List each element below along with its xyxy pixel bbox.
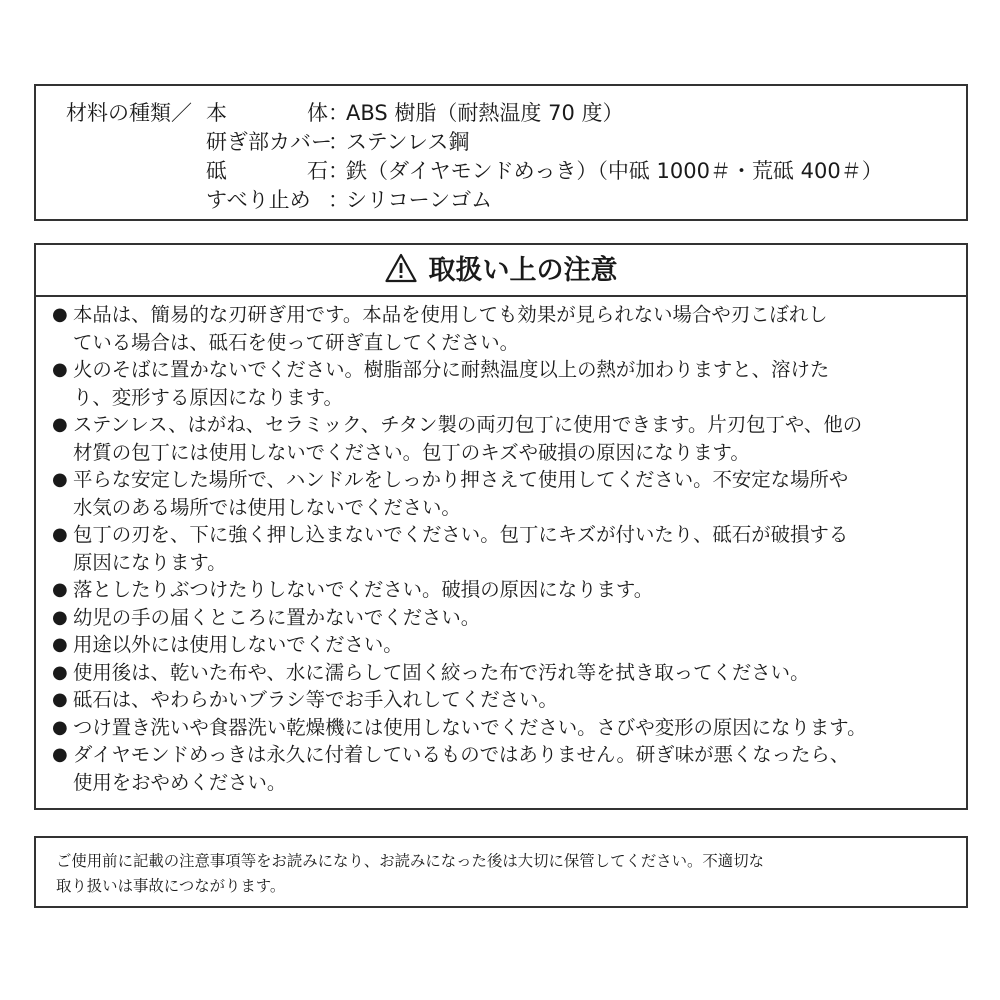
bullet-icon: ● <box>52 579 68 600</box>
caution-item-text: 材質の包丁には使用しないでください。包丁のキズや破損の原因になります。 <box>73 440 750 464</box>
material-separator: ： <box>328 159 349 183</box>
caution-item-text: 平らな安定した場所で、ハンドルをしっかり押さえて使用してください。不安定な場所や <box>73 468 849 491</box>
bullet-icon: ● <box>52 469 68 490</box>
materials-box <box>34 84 968 221</box>
caution-item-text: 使用後は、乾いた布や、水に濡らして固く絞った布で汚れ等を拭き取ってください。 <box>73 660 810 684</box>
caution-item-text: 火のそばに置かないでください。樹脂部分に耐熱温度以上の熱が加わりますと、溶けた <box>73 358 830 381</box>
material-value-whetstone: 鉄（ダイヤモンドめっき）（中砥 1000＃・荒砥 400＃） <box>346 159 883 183</box>
usage-note-line: 取り扱いは事故につながります。 <box>56 877 286 895</box>
material-separator: ： <box>328 188 349 212</box>
material-part-body-left: 本 <box>206 101 227 125</box>
material-part-cover: 研ぎ部カバー <box>206 130 332 154</box>
caution-item-text: ダイヤモンドめっきは永久に付着しているものではありません。研ぎ味が悪くなったら、 <box>73 743 850 766</box>
bullet-icon: ● <box>52 634 68 655</box>
caution-item-text: つけ置き洗いや食器洗い乾燥機には使用しないでください。さびや変形の原因になります。 <box>73 715 867 739</box>
caution-item-text: 落としたりぶつけたりしないでください。破損の原因になります。 <box>73 578 654 601</box>
material-separator: ： <box>328 101 349 125</box>
caution-item-text: ステンレス、はがね、セラミック、チタン製の両刃包丁に使用できます。片刃包丁や、他の <box>73 413 863 436</box>
material-part-body-right: 体 <box>307 101 328 125</box>
caution-item-text: 用途以外には使用しないでください。 <box>73 633 403 656</box>
material-category-label: 材料の種類／ <box>66 101 192 125</box>
caution-header <box>36 245 966 297</box>
caution-title-wrap <box>36 251 966 291</box>
bullet-icon: ● <box>52 304 68 325</box>
bullet-icon: ● <box>52 524 68 545</box>
caution-item-text: 砥石は、やわらかいブラシ等でお手入れしてください。 <box>73 688 558 711</box>
caution-title: 取扱い上の注意 <box>428 255 618 286</box>
bullet-icon: ● <box>52 716 68 738</box>
bullet-icon: ● <box>52 606 68 628</box>
caution-item-text: 包丁の刃を、下に強く押し込まないでください。包丁にキズが付いたり、砥石が破損する <box>73 523 849 546</box>
bullet-icon: ● <box>52 744 68 765</box>
bullet-icon: ● <box>52 689 68 710</box>
bullet-icon: ● <box>52 359 68 380</box>
caution-item-text: 原因になります。 <box>73 550 227 574</box>
caution-item-text: 本品は、簡易的な刃研ぎ用です。本品を使用しても効果が見られない場合や刃こぼれし <box>73 303 828 326</box>
caution-item-text: り、変形する原因になります。 <box>73 385 343 409</box>
material-part-nonslip: すべり止め <box>206 188 311 212</box>
caution-item-text: ている場合は、砥石を使って研ぎ直してください。 <box>73 330 519 354</box>
usage-note-box <box>34 836 968 908</box>
bullet-icon: ● <box>52 414 68 435</box>
material-part-whetstone-right: 石 <box>307 159 328 183</box>
material-value-nonslip: シリコーンゴム <box>346 188 493 212</box>
bullet-icon: ● <box>52 661 68 683</box>
caution-item-text: 幼児の手の届くところに置かないでください。 <box>73 605 481 629</box>
caution-item-text: 水気のある場所では使用しないでください。 <box>73 495 461 519</box>
material-separator: ： <box>328 130 349 154</box>
material-part-whetstone-left: 砥 <box>206 159 227 183</box>
caution-item-text: 使用をおやめください。 <box>73 770 287 794</box>
usage-note-line: ご使用前に記載の注意事項等をお読みになり、お読みになった後は大切に保管してください。不適切な <box>56 852 764 870</box>
warning-triangle-icon <box>385 253 417 283</box>
caution-box <box>34 243 968 810</box>
material-value-cover: ステンレス鋼 <box>346 130 470 154</box>
material-value-body: ABS 樹脂（耐熱温度 70 度） <box>346 101 624 125</box>
